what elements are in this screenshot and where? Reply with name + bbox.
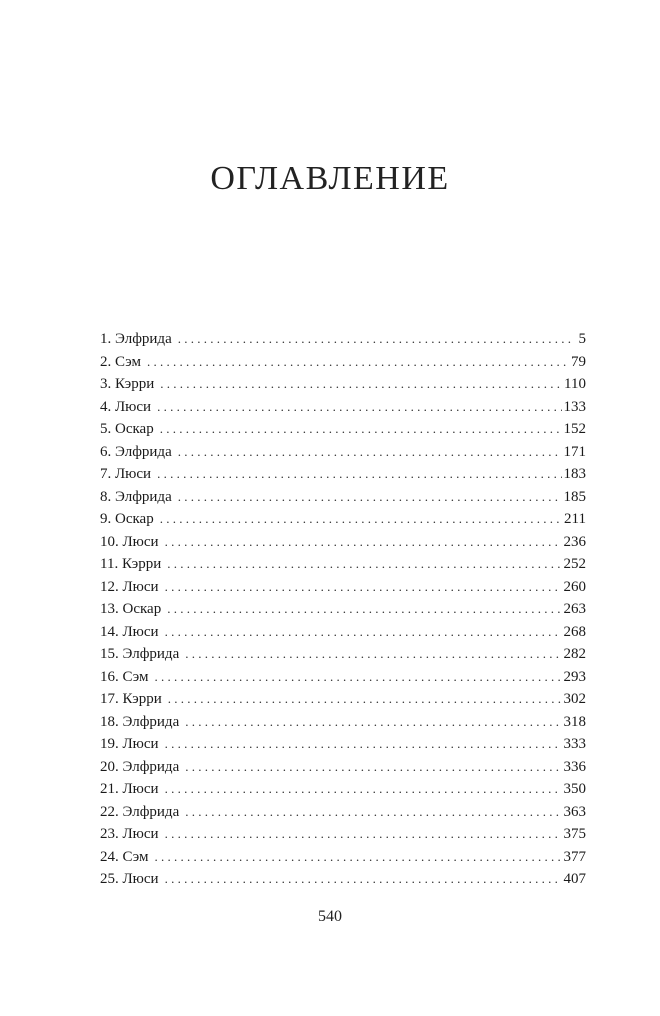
toc-entry-page: 293	[563, 668, 586, 685]
toc-dot-leader	[178, 331, 574, 347]
toc-entry-page: 260	[563, 578, 586, 595]
toc-entry-label: 19. Люси	[100, 736, 159, 752]
toc-entry[interactable]	[100, 511, 586, 534]
toc-entry-label: 23. Люси	[100, 826, 159, 842]
toc-dot-leader	[160, 421, 562, 437]
toc-entry-page: 336	[563, 758, 586, 775]
page-title: ОГЛАВЛЕНИЕ	[210, 160, 450, 197]
table-of-contents	[100, 331, 586, 894]
toc-entry-page: 185	[563, 488, 586, 505]
toc-entry-label: 15. Элфрида	[100, 646, 180, 662]
toc-entry[interactable]	[100, 759, 586, 782]
toc-entry-label: 9. Оскар	[100, 511, 154, 527]
toc-entry-label: 8. Элфрида	[100, 488, 172, 505]
toc-dot-leader	[185, 804, 561, 820]
toc-entry[interactable]	[100, 579, 586, 602]
toc-entry-label: 12. Люси	[100, 578, 159, 595]
toc-dot-leader	[157, 466, 561, 482]
toc-entry-page: 211	[564, 511, 586, 527]
toc-entry[interactable]	[100, 804, 586, 827]
toc-entry-page: 268	[563, 623, 586, 640]
toc-dot-leader	[165, 534, 562, 550]
toc-entry-page: 110	[564, 376, 586, 392]
toc-entry[interactable]	[100, 421, 586, 444]
toc-entry-label: 1. Элфрида	[100, 331, 172, 347]
toc-entry-label: 14. Люси	[100, 623, 159, 640]
toc-entry[interactable]	[100, 849, 586, 872]
toc-entry-label: 18. Элфрида	[100, 713, 180, 730]
toc-entry[interactable]	[100, 466, 586, 489]
toc-entry-label: 2. Сэм	[100, 353, 141, 370]
toc-dot-leader	[165, 781, 562, 797]
toc-entry-page: 79	[571, 353, 586, 370]
toc-entry[interactable]	[100, 646, 586, 669]
toc-dot-leader	[165, 826, 562, 842]
toc-entry-page: 236	[563, 533, 586, 550]
toc-entry[interactable]	[100, 376, 586, 399]
toc-dot-leader	[165, 736, 562, 752]
toc-dot-leader	[165, 579, 562, 595]
toc-entry-page: 183	[563, 466, 586, 482]
toc-entry-page: 377	[563, 848, 586, 865]
toc-entry[interactable]	[100, 691, 586, 714]
toc-entry[interactable]	[100, 669, 586, 692]
toc-entry-label: 20. Элфрида	[100, 758, 180, 775]
toc-entry-page: 171	[563, 443, 586, 460]
toc-entry-page: 350	[563, 781, 586, 797]
toc-entry-label: 3. Кэрри	[100, 376, 155, 392]
toc-entry-label: 13. Оскар	[100, 601, 162, 617]
toc-entry[interactable]	[100, 556, 586, 579]
toc-entry[interactable]	[100, 331, 586, 354]
toc-entry[interactable]	[100, 624, 586, 647]
toc-dot-leader	[185, 759, 561, 775]
toc-entry[interactable]	[100, 826, 586, 849]
toc-dot-leader	[185, 646, 561, 662]
toc-dot-leader	[157, 399, 561, 415]
toc-entry[interactable]	[100, 444, 586, 467]
toc-entry[interactable]	[100, 354, 586, 377]
toc-entry-page: 363	[563, 803, 586, 820]
toc-entry[interactable]	[100, 781, 586, 804]
toc-entry-label: 25. Люси	[100, 871, 159, 887]
toc-dot-leader	[168, 691, 562, 707]
toc-entry-label: 6. Элфрида	[100, 443, 172, 460]
toc-entry[interactable]	[100, 601, 586, 624]
toc-dot-leader	[185, 714, 561, 730]
toc-entry-page: 318	[563, 713, 586, 730]
toc-entry-page: 302	[563, 691, 586, 707]
toc-dot-leader	[147, 354, 569, 370]
toc-entry-label: 5. Оскар	[100, 421, 154, 437]
toc-entry[interactable]	[100, 534, 586, 557]
toc-entry[interactable]	[100, 871, 586, 894]
toc-entry-label: 21. Люси	[100, 781, 159, 797]
toc-entry-label: 22. Элфрида	[100, 803, 180, 820]
toc-entry-label: 7. Люси	[100, 466, 152, 482]
toc-entry-label: 24. Сэм	[100, 848, 149, 865]
toc-dot-leader	[155, 669, 562, 685]
toc-entry[interactable]	[100, 399, 586, 422]
toc-dot-leader	[178, 489, 562, 505]
toc-entry[interactable]	[100, 489, 586, 512]
toc-dot-leader	[160, 376, 562, 392]
toc-dot-leader	[178, 444, 562, 460]
toc-entry[interactable]	[100, 714, 586, 737]
toc-entry-label: 10. Люси	[100, 533, 159, 550]
toc-dot-leader	[165, 871, 562, 887]
toc-entry-page: 407	[563, 871, 586, 887]
toc-entry-page: 252	[563, 556, 586, 572]
toc-entry-page: 333	[563, 736, 586, 752]
toc-dot-leader	[165, 624, 562, 640]
toc-entry[interactable]	[100, 736, 586, 759]
toc-dot-leader	[160, 511, 562, 527]
toc-dot-leader	[167, 601, 561, 617]
toc-entry-label: 17. Кэрри	[100, 691, 162, 707]
toc-entry-label: 11. Кэрри	[100, 556, 162, 572]
toc-entry-page: 263	[563, 601, 586, 617]
toc-dot-leader	[155, 849, 562, 865]
toc-dot-leader	[167, 556, 561, 572]
page-number: 540	[318, 908, 342, 925]
toc-entry-page: 375	[563, 826, 586, 842]
toc-entry-page: 282	[563, 646, 586, 662]
toc-entry-label: 4. Люси	[100, 398, 152, 415]
toc-entry-label: 16. Сэм	[100, 668, 149, 685]
toc-entry-page: 152	[563, 421, 586, 437]
toc-entry-page: 133	[563, 398, 586, 415]
toc-entry-page: 5	[578, 331, 586, 347]
